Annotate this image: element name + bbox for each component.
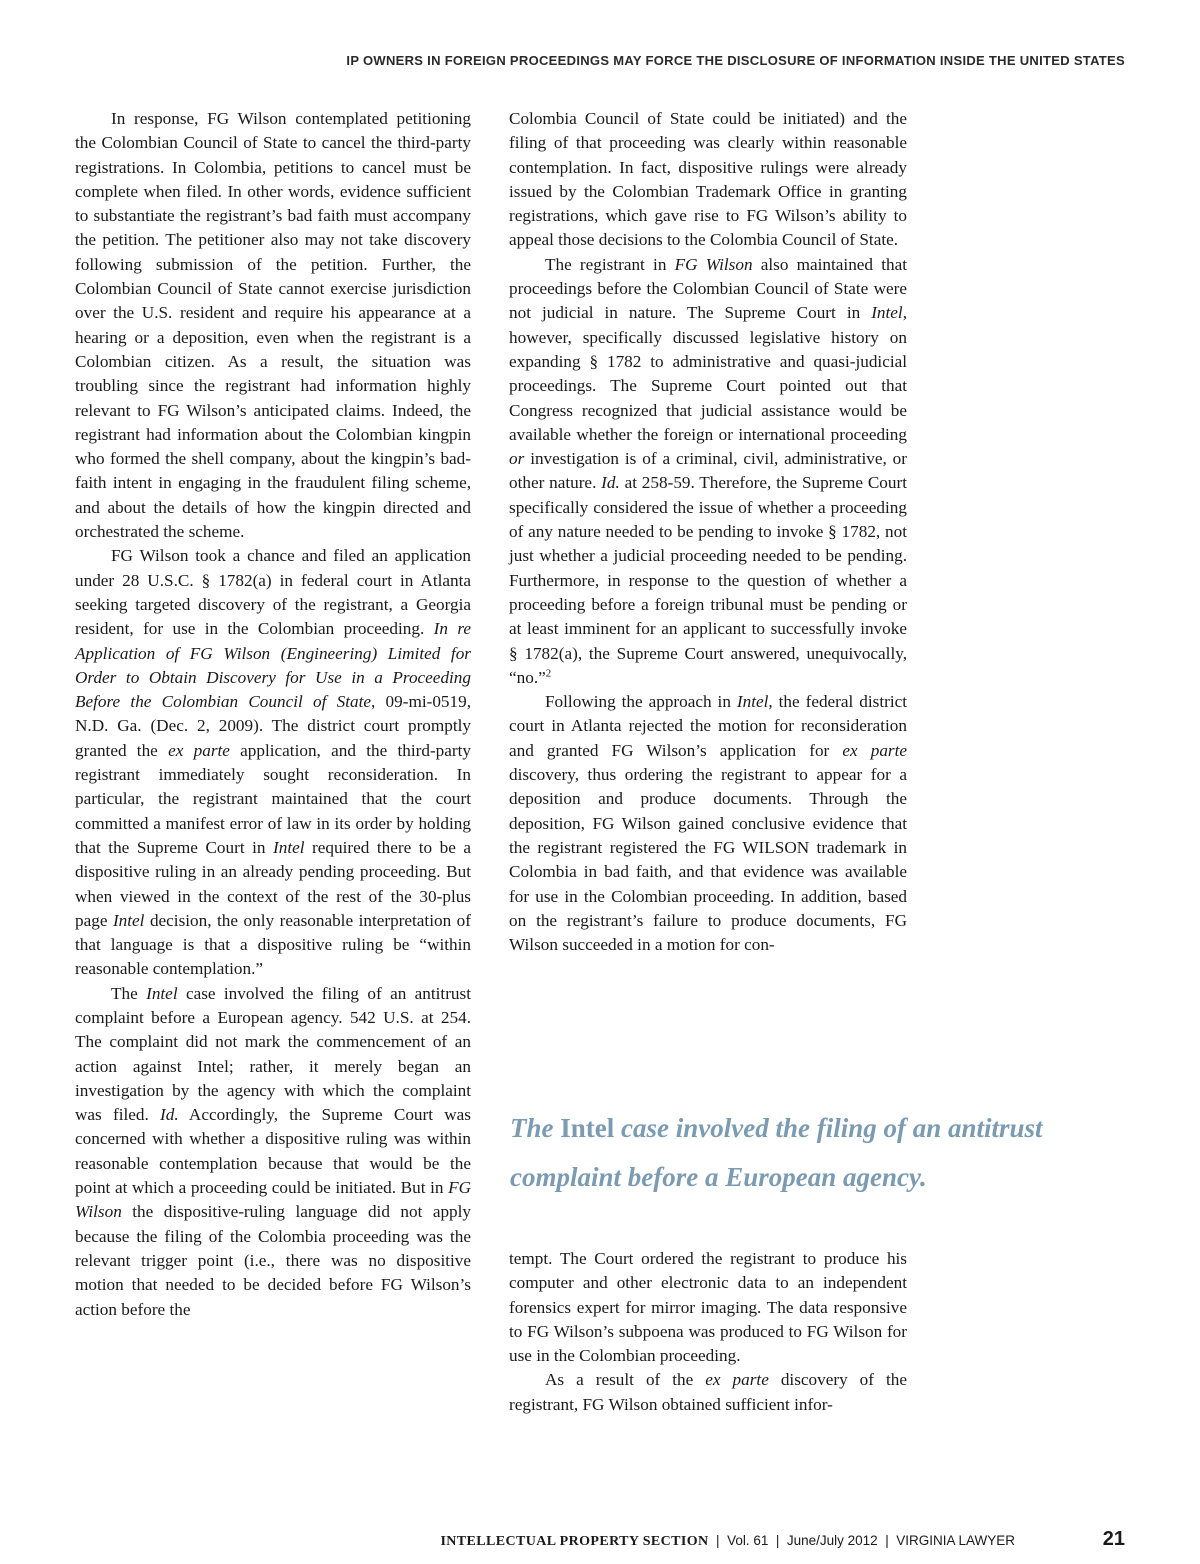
footnote-marker: 2: [545, 667, 552, 680]
paragraph: tempt. The Court ordered the registrant to produce his computer and other electronic data to an independent forensics expert for mirror imaging. The data responsive to FG Wilson’s subpoena was produced to FG Wilson for use in the Colombian proceeding.: [509, 1249, 907, 1366]
page-number: 21: [1102, 1528, 1125, 1550]
footer-line: INTELLECTUAL PROPERTY SECTION | Vol. 61 | June/July 2012 | VIRGINIA LAWYER: [440, 1533, 1015, 1549]
footer-date: June/July 2012: [786, 1533, 878, 1548]
paragraph: The Intel case involved the filing of an antitrust complaint before a European agency. 542 U.S. at 254. The complaint did not mark the commencement of an action against Intel; rather, it merely began an investigation by the agency with which the complaint was filed. Id. Accordingly, the Supreme Court was concerned with whether a dispositive ruling was within reasonable contemplation because that would be the point at which a proceeding could be initiated. But in FG Wilson the dispositive-ruling language did not apply because the filing of the Colombia proceeding was the relevant trigger point (i.e., there was no dispositive motion that needed to be decided before FG Wilson’s action before the: [75, 983, 471, 1319]
page-footer: [325, 1528, 1125, 1561]
right-column-top: [509, 107, 907, 957]
left-column: [75, 107, 471, 1322]
pull-quote: The Intel case involved the filing of an antitrust complaint before a European agency.: [510, 1113, 1043, 1192]
paragraph: The registrant in FG Wilson also maintained that proceedings before the Colombian Council of State were not judicial in nature. The Supreme Court in Intel, however, specifically discussed legislative history on expanding § 1782 to administrative and quasi-judicial proceedings. The Supreme Court pointed out that Congress recognized that judicial assistance would be available whether the foreign or international proceeding or investigation is of a criminal, civil, administrative, or other nature. Id. at 258-59. Therefore, the Supreme Court specifically considered the issue of whether a proceeding of any nature needed to be pending to invoke § 1782, not just whether a judicial proceeding needed to be pending. Furthermore, in response to the question of whether a proceeding before a foreign tribunal must be pending or at least imminent for an applicant to successfully invoke § 1782(a), the Supreme Court answered, unequivocally, “no.”$^2$: [509, 254, 907, 687]
paragraph: Following the approach in Intel, the federal district court in Atlanta rejected the motion for reconsideration and granted FG Wilson’s application for ex parte discovery, thus ordering the registrant to appear for a deposition and produce documents. Through the deposition, FG Wilson gained conclusive evidence that the registrant registered the FG WILSON trademark in Colombia in bad faith, and that evidence was available for use in the Colombian proceeding. In addition, based on the registrant’s failure to produce documents, FG Wilson succeeded in a motion for con-: [509, 692, 907, 955]
footer-section: INTELLECTUAL PROPERTY SECTION: [440, 1534, 709, 1549]
paragraph: FG Wilson took a chance and filed an application under 28 U.S.C. § 1782(a) in federal court in Atlanta seeking targeted discovery of the registrant, a Georgia resident, for use in the Colombian proceeding. In re Application of FG Wilson (Engineering) Limited for Order to Obtain Discovery for Use in a Proceeding Before the Colombian Council of State, 09-mi-0519, N.D. Ga. (Dec. 2, 2009). The district court promptly granted the ex parte application, and the third-party registrant immediately sought reconsideration. In particular, the registrant maintained that the court committed a manifest error of law in its order by holding that the Supreme Court in Intel required there to be a dispositive ruling in an already pending proceeding. But when viewed in the context of the rest of the 30-plus page Intel decision, the only reasonable interpretation of that language is that a dispositive ruling be “within reasonable contemplation.”: [75, 546, 472, 979]
right-column-bottom: [509, 1247, 907, 1417]
paragraph: In response, FG Wilson contemplated petitioning the Colombian Council of State to cancel the third-party registrations. In Colombia, petitions to cancel must be complete when filed. In other words, evidence sufficient to substantiate the registrant’s bad faith must accompany the petition. The petitioner also may not take discovery following submission of the petition. Further, the Colombian Council of State cannot exercise jurisdiction over the U.S. resident and require his appearance at a hearing or a deposition, even when the registrant is a Colombian citizen. As a result, the situation was troubling since the registrant had information highly relevant to FG Wilson’s anticipated claims. Indeed, the registrant had information about the Colombian kingpin who formed the shell company, about the kingpin’s bad-faith intent in engaging in the fraudulent filing scheme, and about the details of how the kingpin directed and orchestrated the scheme.: [75, 109, 471, 542]
footer-publication: VIRGINIA LAWYER: [896, 1533, 1015, 1548]
footer-volume: Vol. 61: [727, 1533, 769, 1548]
case-citation: In re Application of FG Wilson (Engineering) Limited for Order to Obtain Discovery for Use in a Proceeding Before the Colombian Council of State: [75, 619, 472, 712]
paragraph: As a result of the ex parte discovery of the registrant, FG Wilson obtained sufficient infor-: [509, 1370, 907, 1414]
paragraph: Colombia Council of State could be initiated) and the filing of that proceeding was clearly within reasonable contemplation. In fact, dispositive rulings were already issued by the Colombian Trademark Office in granting registrations, which gave rise to FG Wilson’s ability to appeal those decisions to the Colombia Council of State.: [509, 109, 907, 250]
running-head: IP OWNERS IN FOREIGN PROCEEDINGS MAY FORCE THE DISCLOSURE OF INFORMATION INSIDE THE UNITED STATES: [346, 53, 1125, 68]
